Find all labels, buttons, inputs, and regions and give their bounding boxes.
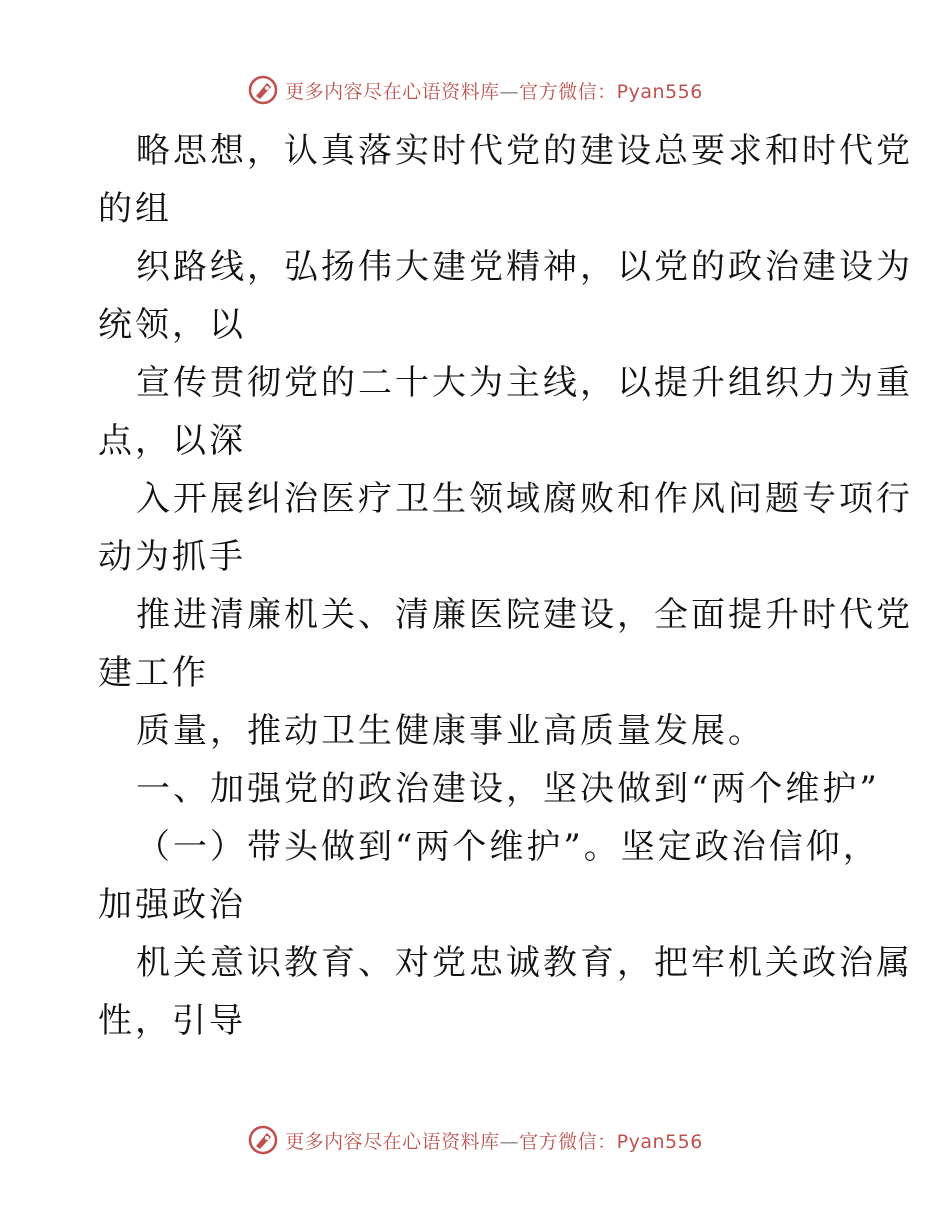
watermark-brand: 更多内容尽在心语资料库 [285,1130,500,1153]
text-line: 加强政治 [98,885,246,925]
text-line: 质量，推动卫生健康事业高质量发展。 [136,711,765,751]
text-line: 建工作 [98,653,209,693]
watermark-brand: 更多内容尽在心语资料库 [285,80,500,103]
watermark-contact: 官方微信：Pyan556 [519,80,703,103]
text-line: 点，以深 [98,421,246,461]
text-line: 宣传贯彻党的二十大为主线，以提升组织力为重 [136,363,913,403]
pen-nib-logo-icon [247,74,279,106]
text-line: 动为抓手 [98,537,246,577]
text-line: 统领，以 [98,305,246,345]
watermark-separator: — [499,80,520,103]
watermark-separator: — [499,1130,520,1153]
watermark-contact: 官方微信：Pyan556 [519,1130,703,1153]
text-line: 织路线，弘扬伟大建党精神，以党的政治建设为 [136,247,913,287]
text-line: 机关意识教育、对党忠诚教育，把牢机关政治属 [136,943,913,983]
text-line: 入开展纠治医疗卫生领域腐败和作风问题专项行 [136,479,913,519]
text-line: 性，引导 [98,1001,246,1041]
footer-watermark [0,1120,950,1160]
document-body [98,122,913,1050]
header-watermark [0,70,950,110]
subsection-heading: （一）带头做到“两个维护”。坚定政治信仰， [136,827,880,867]
text-line: 推进清廉机关、清廉医院建设，全面提升时代党 [136,595,913,635]
section-heading: 一、加强党的政治建设，坚决做到“两个维护” [136,769,880,809]
text-line: 的组 [98,189,172,229]
pen-nib-logo-icon [247,1124,279,1156]
text-line: 略思想，认真落实时代党的建设总要求和时代党 [136,131,913,171]
